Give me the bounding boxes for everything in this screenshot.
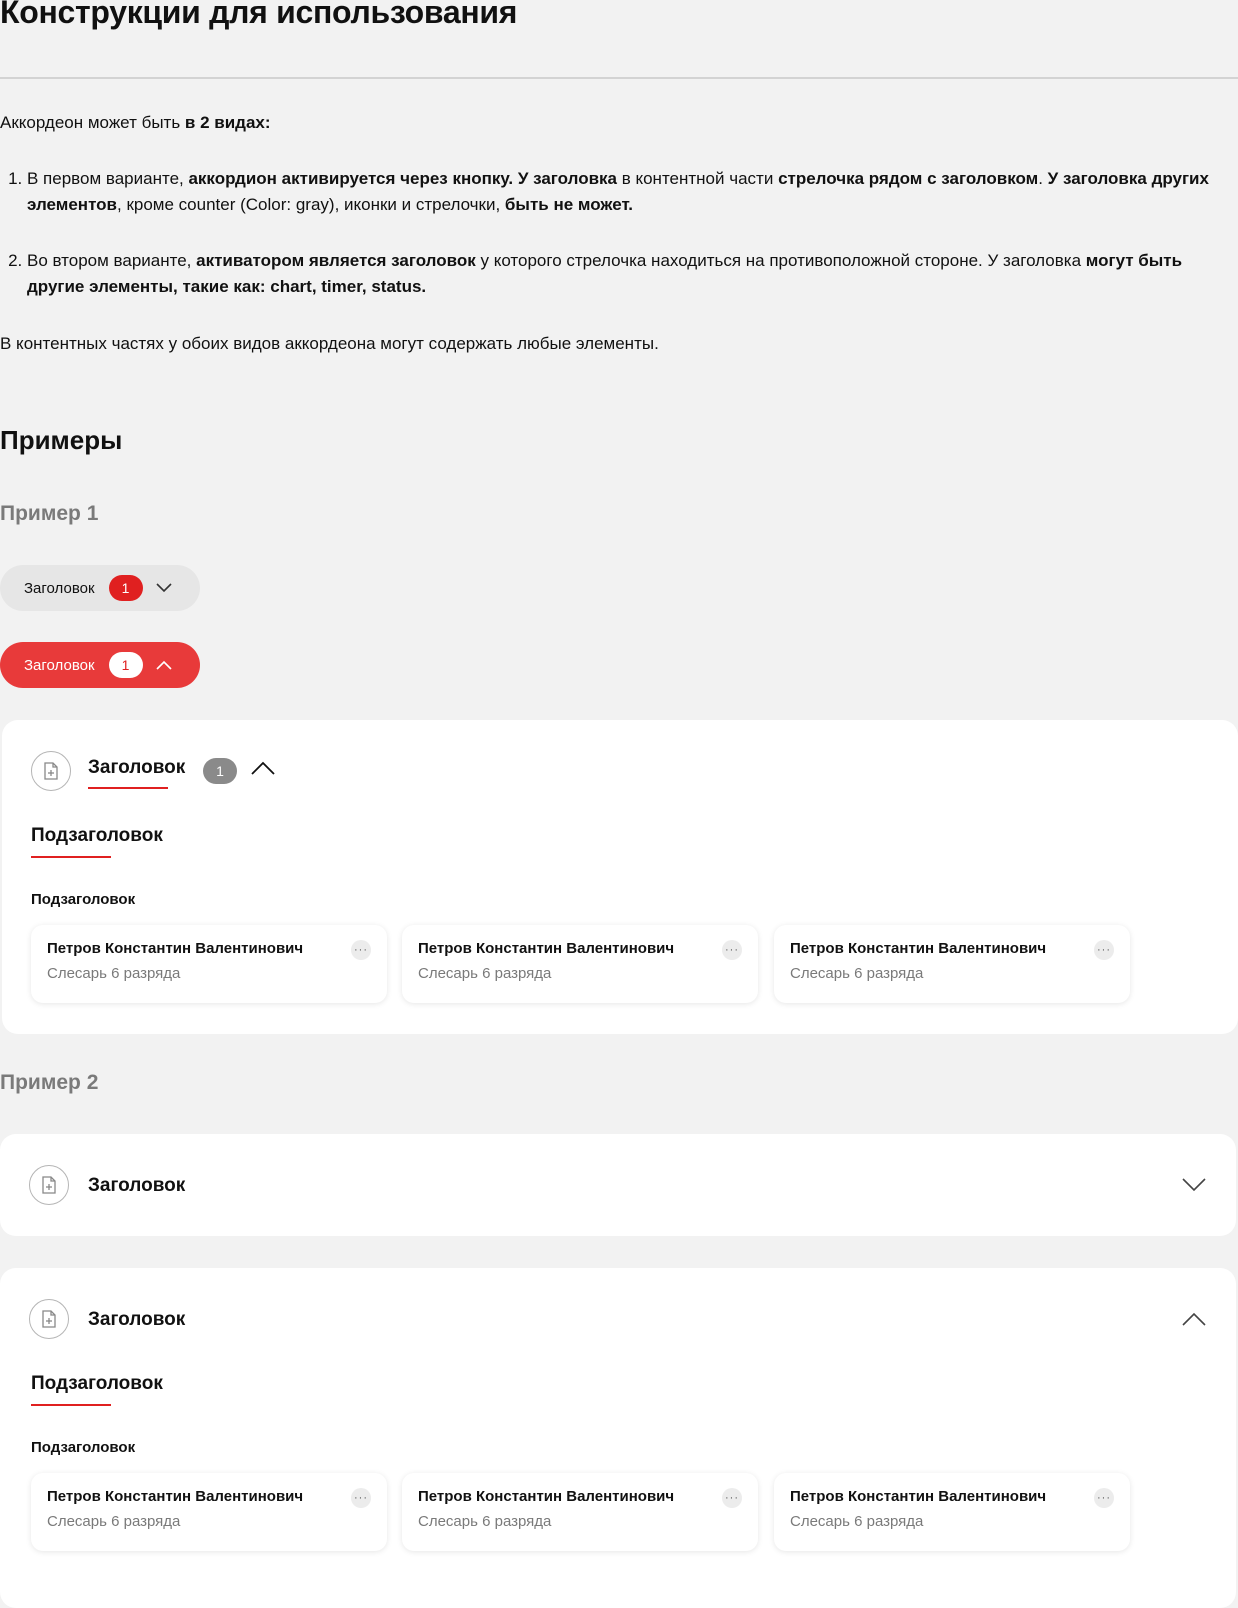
more-icon[interactable]: ···: [351, 1488, 371, 1508]
accordion-card-example-1: [2, 720, 1238, 1034]
section-label: Подзаголовок: [31, 1439, 136, 1456]
counter-badge: 1: [109, 575, 143, 601]
counter-badge: 1: [203, 758, 237, 784]
person-name: Петров Константин Валентинович: [790, 1488, 1047, 1505]
chevron-up-icon[interactable]: [250, 760, 278, 782]
variant-item-2: 2. Во втором варианте, активатором является заголовок у которого стрелочка находиться на противоположной стороне. У заголовка могут быть другие элементы, такие как: chart, timer, status.: [27, 248, 1232, 300]
variant-item-1: 1. В первом варианте, аккордион активируется через кнопку. У заголовка в контентной части стрелочка рядом с заголовком. У заголовка других элементов, кроме counter (Color: gray), иконки и стрелочки, быть не может.: [27, 166, 1232, 218]
subheading-tab[interactable]: Подзаголовок: [31, 825, 163, 846]
person-name: Петров Константин Валентинович: [47, 1488, 304, 1505]
accordion-card-collapsed[interactable]: [0, 1134, 1236, 1236]
more-icon[interactable]: ···: [1094, 1488, 1114, 1508]
chevron-down-icon[interactable]: [1180, 1171, 1208, 1199]
divider: [0, 77, 1238, 79]
chevron-down-icon: [155, 579, 173, 597]
person-name: Петров Константин Валентинович: [418, 1488, 675, 1505]
accordion-title[interactable]: Заголовок: [88, 1309, 186, 1330]
person-card[interactable]: [402, 1473, 758, 1551]
accordion-title[interactable]: Заголовок: [88, 1175, 186, 1196]
pill-label: Заголовок: [24, 579, 95, 597]
document-plus-icon: [29, 1299, 69, 1339]
accordion-title[interactable]: Заголовок: [88, 757, 186, 778]
more-icon[interactable]: ···: [1094, 940, 1114, 960]
examples-heading: Примеры: [0, 425, 123, 455]
pill-label: Заголовок: [24, 656, 95, 674]
subheading-underline: [31, 1404, 111, 1406]
document-plus-icon: [29, 1165, 69, 1205]
person-role: Слесарь 6 разряда: [418, 1513, 552, 1530]
person-name: Петров Константин Валентинович: [790, 940, 1047, 957]
person-role: Слесарь 6 разряда: [418, 965, 552, 982]
more-icon[interactable]: ···: [351, 940, 371, 960]
person-card[interactable]: [774, 1473, 1130, 1551]
person-role: Слесарь 6 разряда: [47, 1513, 181, 1530]
person-role: Слесарь 6 разряда: [790, 965, 924, 982]
more-icon[interactable]: ···: [722, 1488, 742, 1508]
person-card[interactable]: [31, 925, 387, 1003]
variants-list: [0, 166, 1232, 330]
intro-text: Аккордеон может быть в 2 видах:: [0, 113, 271, 132]
chevron-up-icon: [155, 656, 173, 674]
section-label: Подзаголовок: [31, 891, 136, 908]
person-role: Слесарь 6 разряда: [47, 965, 181, 982]
person-card[interactable]: [31, 1473, 387, 1551]
title-underline: [88, 787, 168, 789]
example-1-label: Пример 1: [0, 502, 99, 525]
person-role: Слесарь 6 разряда: [790, 1513, 924, 1530]
example-2-label: Пример 2: [0, 1071, 99, 1094]
person-name: Петров Константин Валентинович: [418, 940, 675, 957]
subheading-underline: [31, 856, 111, 858]
outro-text: В контентных частях у обоих видов аккордеона могут содержать любые элементы.: [0, 334, 659, 353]
accordion-pill-collapsed[interactable]: [0, 565, 200, 611]
more-icon[interactable]: ···: [722, 940, 742, 960]
person-name: Петров Константин Валентинович: [47, 940, 304, 957]
chevron-up-icon[interactable]: [1180, 1305, 1208, 1333]
counter-badge: 1: [109, 652, 143, 678]
person-card[interactable]: [774, 925, 1130, 1003]
accordion-card-expanded: [0, 1268, 1236, 1608]
accordion-pill-expanded[interactable]: [0, 642, 200, 688]
person-card[interactable]: [402, 925, 758, 1003]
subheading-tab[interactable]: Подзаголовок: [31, 1373, 163, 1394]
page-title: Конструкции для использования: [0, 0, 518, 30]
document-plus-icon: [31, 751, 71, 791]
